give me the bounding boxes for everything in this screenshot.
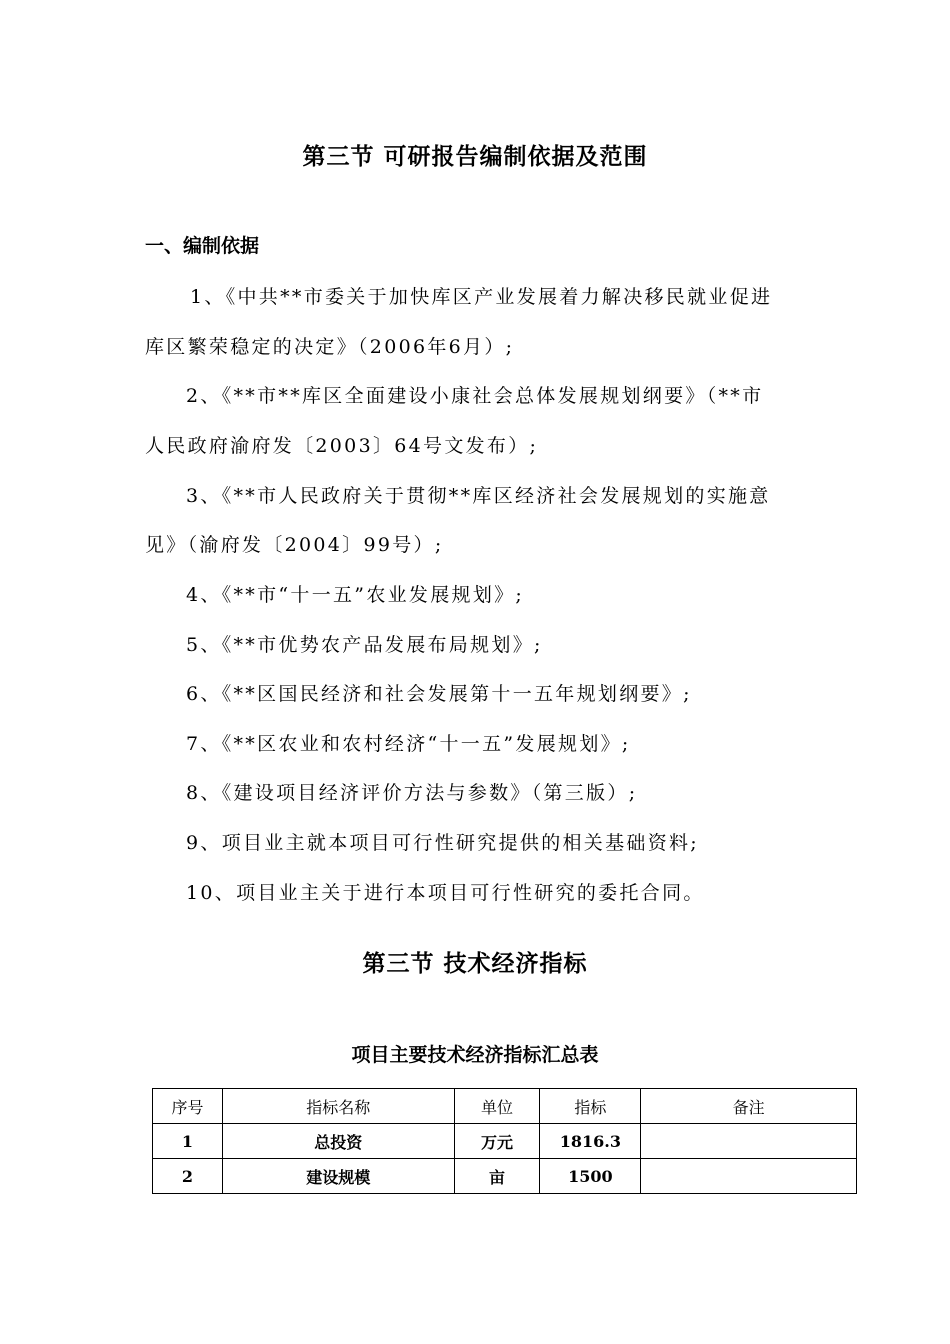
- basis-item-1-line-2: 库区繁荣稳定的决定》（2006年6月）;: [145, 336, 515, 358]
- basis-item-1-line-1: 1、《中共**市委关于加快库区产业发展着力解决移民就业促进: [190, 286, 773, 308]
- basis-item-9: 9、项目业主就本项目可行性研究提供的相关基础资料;: [186, 832, 699, 854]
- table-row: [153, 1124, 857, 1159]
- header-remarks: 备注: [641, 1089, 857, 1124]
- row-indicator-name: 建设规模: [222, 1159, 454, 1194]
- subheading-basis: 一、编制依据: [145, 235, 260, 257]
- row-value: 1500: [540, 1159, 641, 1194]
- table-header-row: [153, 1089, 857, 1124]
- basis-item-6: 6、《**区国民经济和社会发展第十一五年规划纲要》;: [186, 683, 692, 705]
- row-remarks: [641, 1124, 857, 1159]
- table-title: 项目主要技术经济指标汇总表: [351, 1044, 599, 1066]
- basis-item-7: 7、《**区农业和农村经济“十一五”发展规划》;: [186, 733, 631, 755]
- header-index: 序号: [153, 1089, 223, 1124]
- basis-item-3-line-2: 见》（渝府发〔2004〕99号）;: [145, 534, 444, 556]
- basis-item-3-line-1: 3、《**市人民政府关于贯彻**库区经济社会发展规划的实施意: [186, 485, 771, 507]
- basis-item-5: 5、《**市优势农产品发展布局规划》;: [186, 634, 543, 656]
- basis-item-2-line-1: 2、《**市**库区全面建设小康社会总体发展规划纲要》（**市: [186, 385, 764, 407]
- row-unit: 亩: [454, 1159, 540, 1194]
- row-index: 2: [153, 1159, 223, 1194]
- header-value: 指标: [540, 1089, 641, 1124]
- section-title-indicators: 第三节 技术经济指标: [362, 951, 588, 977]
- row-indicator-name: 总投资: [222, 1124, 454, 1159]
- row-value: 1816.3: [540, 1124, 641, 1159]
- basis-item-4: 4、《**市“十一五”农业发展规划》;: [186, 584, 525, 606]
- row-unit: 万元: [454, 1124, 540, 1159]
- table-row: [153, 1159, 857, 1194]
- header-indicator-name: 指标名称: [222, 1089, 454, 1124]
- row-index: 1: [153, 1124, 223, 1159]
- basis-item-2-line-2: 人民政府渝府发〔2003〕64号文发布）;: [145, 435, 539, 457]
- indicator-summary-table: [152, 1088, 857, 1194]
- basis-item-8: 8、《建设项目经济评价方法与参数》（第三版）;: [186, 782, 638, 804]
- section-title-basis: 第三节 可研报告编制依据及范围: [302, 144, 648, 170]
- row-remarks: [641, 1159, 857, 1194]
- header-unit: 单位: [454, 1089, 540, 1124]
- basis-item-10: 10、项目业主关于进行本项目可行性研究的委托合同。: [186, 882, 705, 904]
